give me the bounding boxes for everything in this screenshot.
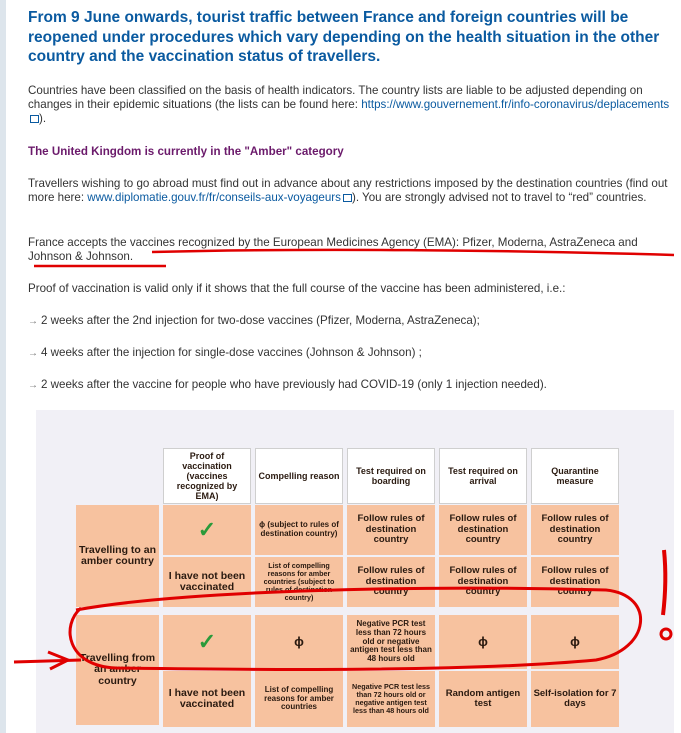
- header-proof-of-vaccination: Proof of vaccination (vaccines recognized by EMA): [163, 448, 251, 504]
- cell-from-vacc-quarantine: ϕ: [531, 615, 619, 669]
- arrow-icon: →: [28, 316, 38, 327]
- cell-to-vacc-quarantine: Follow rules of destination country: [531, 505, 619, 555]
- header-compelling-reason: Compelling reason: [255, 448, 343, 504]
- headline: From 9 June onwards, tourist traffic between France and foreign countries will be reopened under procedures which vary depending on the health situation in the other country and the vaccination status of travellers.: [28, 9, 660, 65]
- cell-from-unvacc-reason: List of compelling reasons for amber countries: [255, 671, 343, 727]
- vaccines-paragraph: France accepts the vaccines recognized by the European Medicines Agency (EMA): Pfizer, Moderna, AstraZeneca and Johnson & Johnson.: [28, 236, 638, 264]
- cell-from-unvacc-boarding: Negative PCR test less than 72 hours old or negative antigen test less than 48 hours old: [347, 671, 435, 727]
- proof-paragraph: Proof of vaccination is valid only if it shows that the full course of the vaccine has been administered, i.e.:: [28, 282, 566, 295]
- cell-to-unvacc-quarantine: Follow rules of destination country: [531, 557, 619, 607]
- arrow-icon: →: [28, 348, 38, 359]
- cell-from-vacc-boarding: Negative PCR test less than 72 hours old or negative antigen test less than 48 hours old: [347, 615, 435, 669]
- country-classification-paragraph: Countries have been classified on the basis of health indicators. The country lists are liable to be adjusted depending on changes in their epidemic situations (the lists can be found here: https://www.gouvernement.fr/info-coronavirus/deplacements).: [28, 84, 670, 126]
- cell-from-vacc-reason: ϕ: [255, 615, 343, 669]
- cell-to-vacc-arrival: Follow rules of destination country: [439, 505, 527, 555]
- cell-to-unvacc-boarding: Follow rules of destination country: [347, 557, 435, 607]
- external-link-icon: [30, 115, 39, 123]
- header-quarantine: Quarantine measure: [531, 448, 619, 504]
- check-icon: ✓: [163, 505, 251, 555]
- cell-to-unvacc-arrival: Follow rules of destination country: [439, 557, 527, 607]
- bullet-item: → 2 weeks after the 2nd injection for two-dose vaccines (Pfizer, Moderna, AstraZeneca);: [28, 314, 480, 327]
- uk-status-heading: The United Kingdom is currently in the "Amber" category: [28, 145, 344, 158]
- external-link-icon: [343, 194, 352, 202]
- check-icon: ✓: [163, 615, 251, 669]
- destination-restrictions-paragraph: Travellers wishing to go abroad must find out in advance about any restrictions imposed by the destination countries (find out more here: www.diplomatie.gouv.fr/fr/conseils-aux-voyageurs ). You are strongly advised not to travel to “red” countries.: [28, 177, 668, 205]
- gouvernement-link[interactable]: https://www.gouvernement.fr/info-coronavirus/deplacements: [361, 98, 670, 112]
- travel-rules-table: [36, 410, 674, 733]
- bullet-item: → 4 weeks after the injection for single-dose vaccines (Johnson & Johnson) ;: [28, 346, 422, 359]
- arrow-icon: →: [28, 380, 38, 391]
- cell-from-vacc-arrival: ϕ: [439, 615, 527, 669]
- cell-to-unvacc-proof: I have not been vaccinated: [163, 557, 251, 607]
- diplomatie-link[interactable]: www.diplomatie.gouv.fr/fr/conseils-aux-voyageurs: [87, 191, 341, 205]
- bullet-item: → 2 weeks after the vaccine for people who have previously had COVID-19 (only 1 injection needed).: [28, 378, 547, 391]
- cell-from-unvacc-quarantine: Self-isolation for 7 days: [531, 671, 619, 727]
- cell-from-unvacc-proof: I have not been vaccinated: [163, 671, 251, 727]
- cell-to-vacc-boarding: Follow rules of destination country: [347, 505, 435, 555]
- header-test-boarding: Test required on boarding: [347, 448, 435, 504]
- row-label-from-amber: Travelling from an amber country: [76, 615, 159, 725]
- cell-to-unvacc-reason: List of compelling reasons for amber countries (subject to rules of destination country): [255, 557, 343, 607]
- cell-to-vacc-reason: ϕ (subject to rules of destination country): [255, 505, 343, 555]
- row-label-to-amber: Travelling to an amber country: [76, 505, 159, 607]
- header-test-arrival: Test required on arrival: [439, 448, 527, 504]
- cell-from-unvacc-arrival: Random antigen test: [439, 671, 527, 727]
